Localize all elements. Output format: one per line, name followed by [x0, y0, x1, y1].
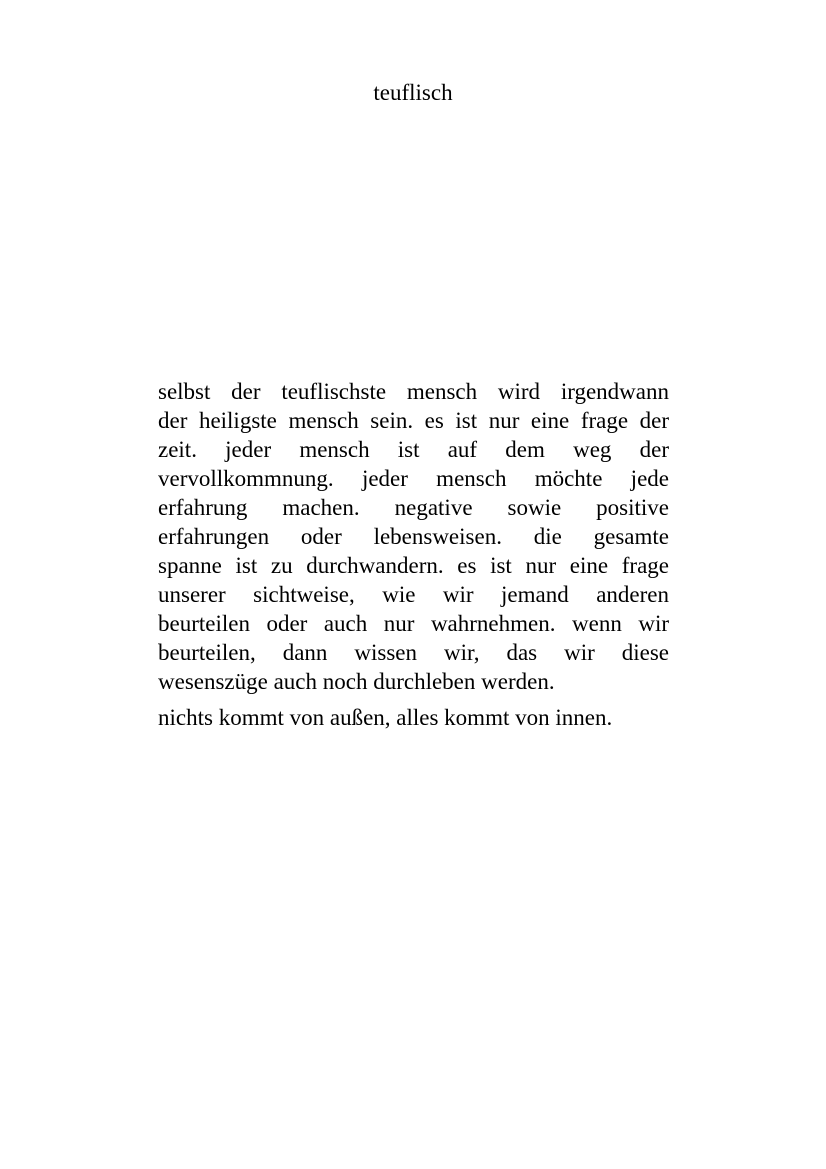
paragraph-line: beurteilen, dann wissen wir, das wir diese [158, 640, 669, 665]
paragraph-line: spanne ist zu durchwandern. es ist nur eine frage [158, 553, 669, 578]
paragraph-line: unserer sichtweise, wie wir jemand anderen [158, 582, 669, 607]
body-paragraph [158, 377, 669, 696]
paragraph-line: vervollkommnung. jeder mensch möchte jede [158, 466, 669, 491]
page-title: teuflisch [373, 80, 453, 105]
closing-line: nichts kommt von außen, alles kommt von innen. [158, 705, 613, 730]
paragraph-line: selbst der teuflischste mensch wird irgendwann [158, 379, 669, 404]
paragraph-line: der heiligste mensch sein. es ist nur eine frage der [158, 408, 669, 433]
paragraph-line: zeit. jeder mensch ist auf dem weg der [158, 437, 669, 462]
paragraph-line: erfahrung machen. negative sowie positive [158, 495, 669, 520]
paragraph-line: erfahrungen oder lebensweisen. die gesamte [158, 524, 669, 549]
paragraph-line: wesenszüge auch noch durchleben werden. [158, 669, 555, 694]
paragraph-line: beurteilen oder auch nur wahrnehmen. wenn wir [158, 611, 669, 636]
